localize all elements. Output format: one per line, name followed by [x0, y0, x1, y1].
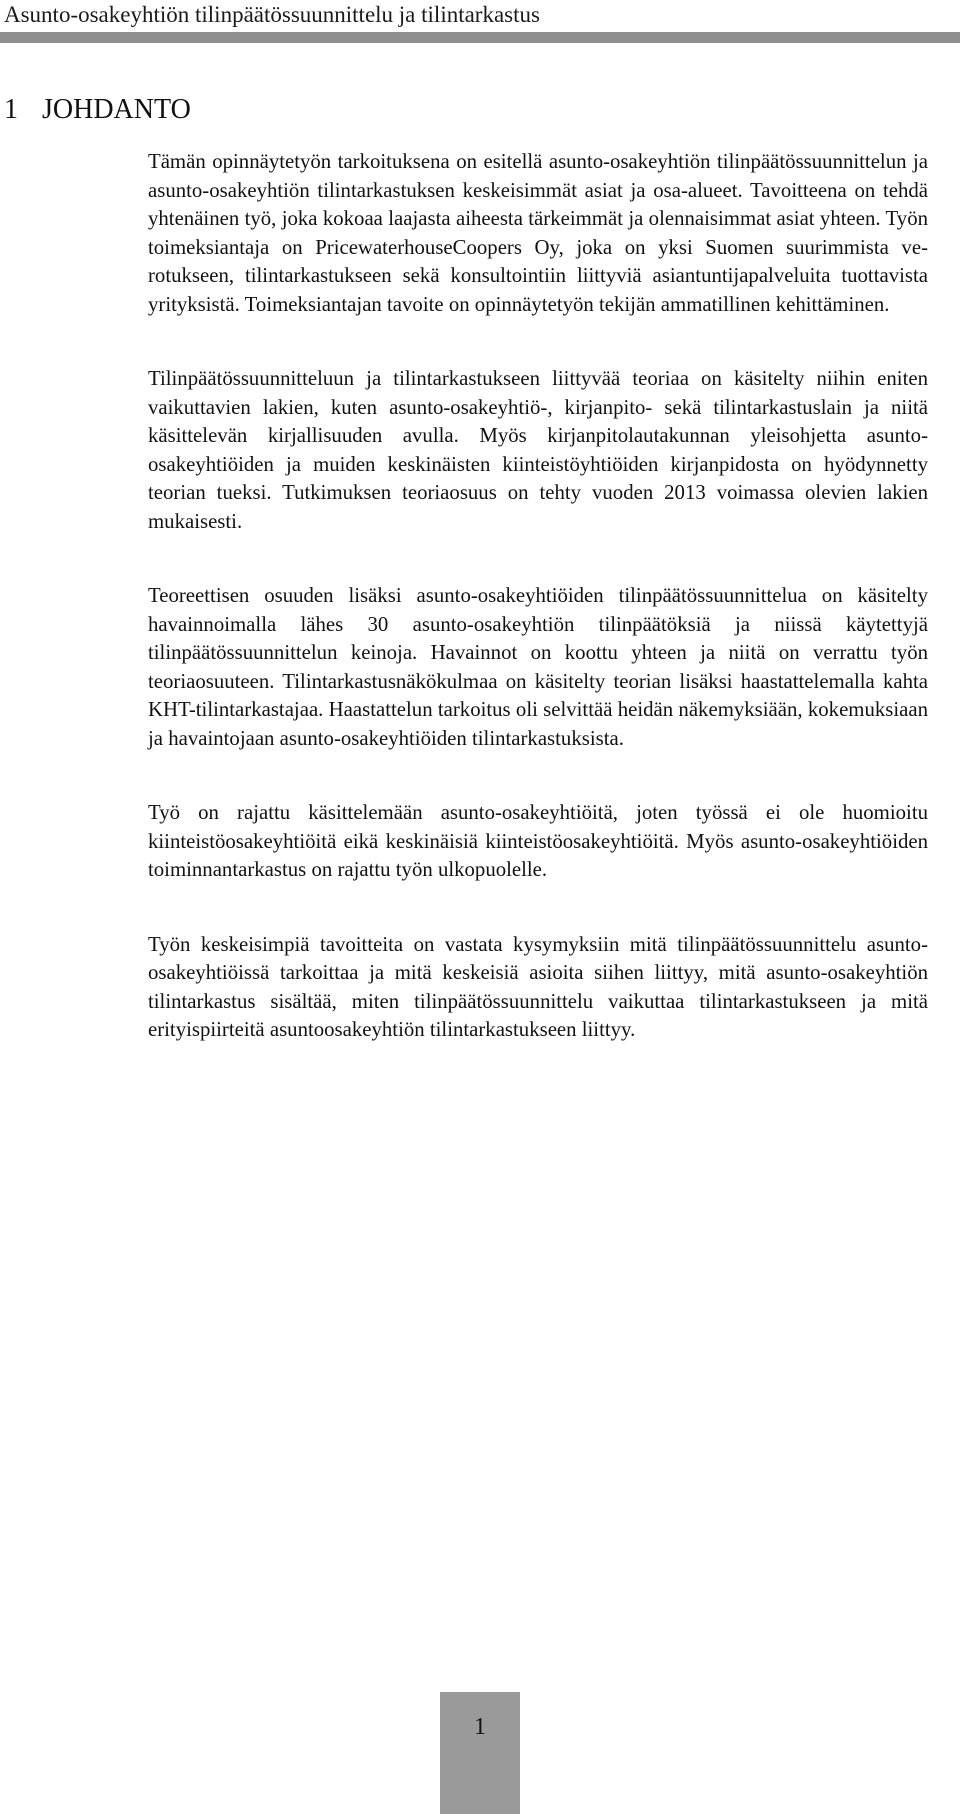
- paragraph-methods: Teoreettisen osuuden lisäksi asunto-osakeyhtiöiden tilinpäätössuunnittelua on käsitelty havainnoimalla lähes 30 asunto-osakeyhtiön tilinpäätöksiä ja niissä käytettyjä tilinpäätössuunnittelun keinoja. Havainnot on koottu yhteen ja niitä on verrattu työn teoriaosuuteen. Tilintarkastusnäkökulmaa on käsitelty teorian lisäksi haastattelemalla kahta KHT-tilintarkastajaa. Haastattelun tarkoitus oli selvittää heidän näkemyksiään, kokemuksiaan ja havaintojaan asunto-osakeyhtiöiden tilintarkastuksista.: [148, 584, 928, 750]
- paragraph-scope: Työ on rajattu käsittelemään asunto-osakeyhtiöitä, joten työssä ei ole huomioitu kiinteistöosakeyhtiöitä eikä keskinäisiä kiinteistöosakeyhtiöitä. Myös asunto-osakeyhtiöiden toiminnantarkastus on rajattu työn ulkopuolelle.: [148, 801, 928, 881]
- page-number: 1: [474, 1714, 486, 1740]
- chapter-heading: [4, 90, 191, 130]
- chapter-title: JOHDANTO: [42, 94, 191, 125]
- body-text: [148, 148, 928, 1091]
- page-number-box: [440, 1692, 520, 1814]
- header-rule: [0, 32, 960, 43]
- paragraph-goals: Työn keskeisimpiä tavoitteita on vastata kysymyksiin mitä tilinpäätössuunnittelu asunto-osakeyhtiöissä tarkoittaa ja mitä keskeisiä asioita siihen liittyy, mitä asunto-osakeyhtiön tilintarkastus sisältää, miten tilinpäätössuunnittelu vaikuttaa tilintarkastukseen ja mitä erityispiirteitä asuntoosakeyhtiön tilintarkastukseen liittyy.: [148, 932, 928, 1041]
- running-header-title: Asunto-osakeyhtiön tilinpäätössuunnittelu ja tilintarkastus: [4, 2, 540, 27]
- chapter-number: 1: [4, 94, 18, 125]
- paragraph-purpose: Tämän opinnäytetyön tarkoituksena on esitellä asunto-osakeyhtiön tilinpäätössuunnittelun ja asunto-osakeyhtiön tilintarkastuksen keskeisimmät asiat ja osa-alueet. Tavoitteena on tehdä yhtenäinen työ, joka kokoaa laajasta aiheesta tärkeimmät ja olennaisimmat asiat yhteen. Työn toimeksiantaja on PricewaterhouseCoopers Oy, joka on yksi Suomen suurimmista verotukseen, tilintarkastukseen sekä konsultointiin liittyviä asiantuntijapalveluita tuottavista yrityksistä. Toimeksiantajan tavoite on opinnäytetyön tekijän ammatillinen kehittäminen.: [148, 150, 928, 316]
- paragraph-theory: Tilinpäätössuunnitteluun ja tilintarkastukseen liittyvää teoriaa on käsitelty niihin eniten vaikuttavien lakien, kuten asunto-osakeyhtiö-, kirjanpito- sekä tilintarkastuslain ja niitä käsittelevän kirjallisuuden avulla. Myös kirjanpitolautakunnan yleisohjetta asunto-osakeyhtiöiden ja muiden keskinäisten kiinteistöyhtiöiden kirjanpidosta on hyödynnetty teorian tueksi. Tutkimuksen teoriaosuus on tehty vuoden 2013 voimassa olevien lakien mukaisesti.: [148, 367, 928, 533]
